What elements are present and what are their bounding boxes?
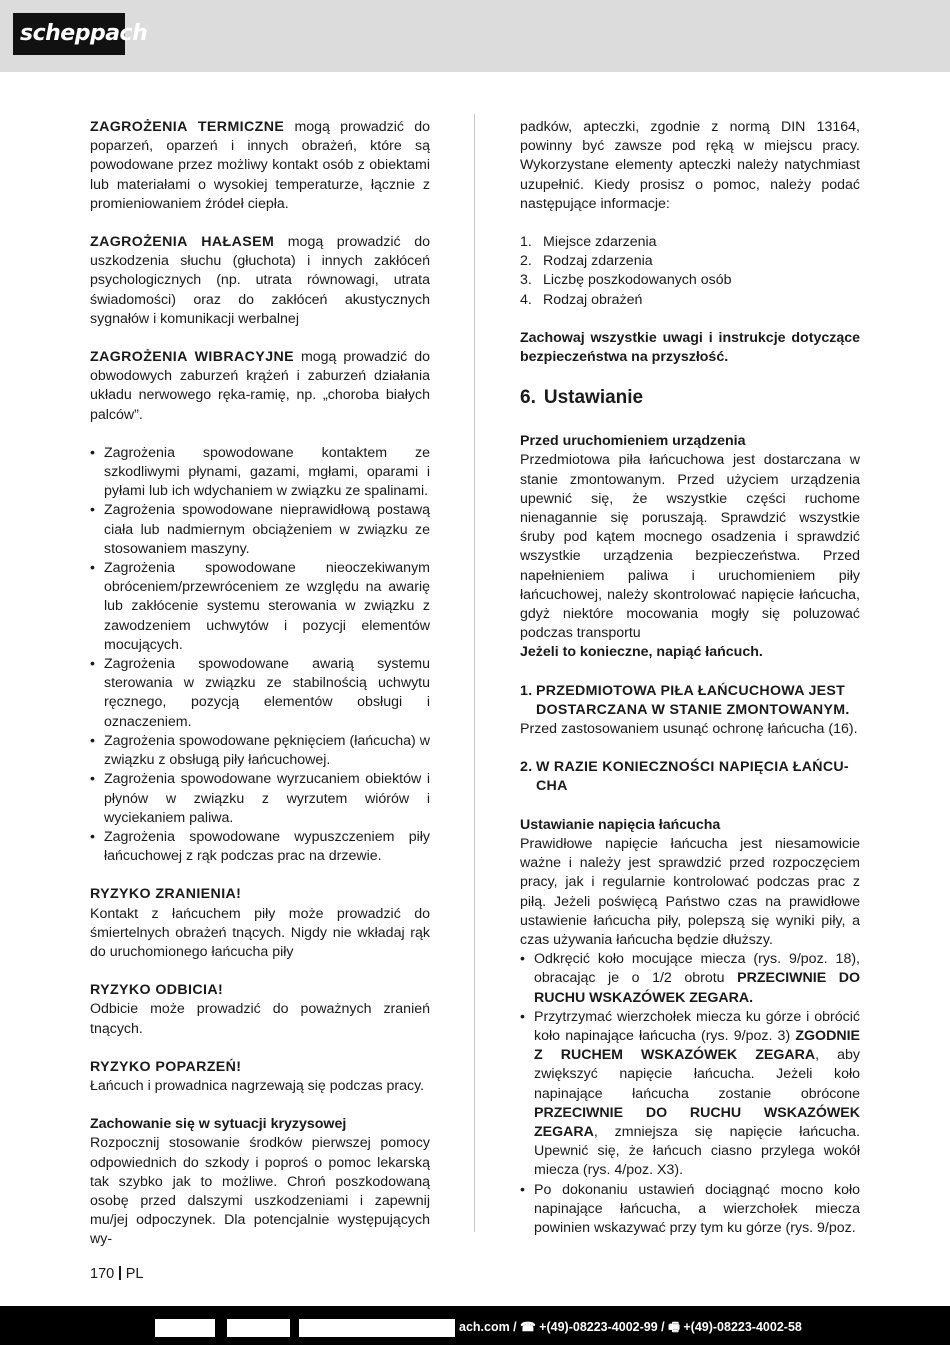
adjust-block (520, 816, 860, 1238)
right-column (520, 118, 860, 1257)
thermal-text: mogą prowadzić do poparzeń, oparzeń i innych obrażeń, które są powodowane przez możliwy kontakt osób z obiektami lub materiałami o wysokiej temperaturze, łącznie z promieniowaniem źródeł ciepła. (90, 119, 431, 212)
step-2 (520, 758, 860, 796)
list-item: 2. Rodzaj zdarzenia (520, 253, 653, 270)
injury-block (90, 885, 430, 962)
burn-block (90, 1058, 430, 1096)
kickback-block (90, 981, 430, 1039)
adjust-steps (520, 950, 860, 1238)
list-item: • Zagrożenia spowodowane pęknięciem (łańcucha) w związku z obsługą piły łańcuchowej. (90, 732, 430, 770)
page-number: 170 PL (90, 1266, 144, 1282)
step-1 (520, 682, 860, 740)
thermal-paragraph (90, 118, 430, 214)
hazard-list (90, 444, 430, 866)
list-item: 1. Miejsce zdarzenia (520, 234, 657, 251)
list-item: • Zagrożenia spowodowane nieoczekiwanym obróceniem/przewróceniem ze względu na awarię lub zakłócenie systemu sterowania w związku z zawodzeniem uchwytów i pozycji elementów mocujących. (90, 559, 430, 655)
separator (119, 1266, 121, 1280)
obscured-contact (155, 1319, 455, 1337)
tension-note: Jeżeli to konieczne, napiąć łańcuch. (520, 644, 763, 661)
step-1-heading: 1. PRZEDMIOTOWA PIŁA ŁAŃCUCHOWA JEST DOSTARCZANA W STANIE ZMONTOWANYM. (520, 682, 850, 718)
brand-logo: scheppach (13, 13, 125, 55)
vibration-lead: ZAGROŻENIA WIBRACYJNE (90, 349, 294, 366)
footer-contact: ach.com / ☎ +(49)-08223-4002-99 / 🖷 +(49)-08223-4002-58 (155, 1316, 835, 1338)
kickback-text: Odbicie może prowadzić do poważnych zranień tnących. (90, 1001, 430, 1037)
crisis-title: Zachowanie się w sytuacji kryzysowej (90, 1116, 347, 1133)
step-1-text: Przed zastosowaniem usunąć ochronę łańcucha (16). (520, 721, 858, 738)
noise-paragraph (90, 233, 430, 329)
list-item: • Zagrożenia spowodowane nieprawidłową postawą ciała lub nadmiernym obciążeniem w związku ze stosowaniem maszyny. (90, 501, 430, 559)
left-column (90, 118, 430, 1269)
noise-lead: ZAGROŻENIA HAŁASEM (90, 234, 275, 251)
burn-title: RYZYKO POPARZEŃ! (90, 1058, 242, 1075)
crisis-continued: padków, apteczki, zgodnie z normą DIN 13164, powinny być zawsze pod ręką w miejscu pracy. Wykorzystane elementy apteczki należy natychmiast uzupełnić. Kiedy prosisz o pomoc, należy podać następujące informacje: (520, 119, 860, 212)
adjust-text: Prawidłowe napięcie łańcucha jest niesamowicie ważne i należy jest sprawdzić przed rozpoczęciem pracy, jak i regularnie kontrolować podczas prac z piłą. Jeżeli poświęcą Państwo czas na prawidłowe ustawienie łańcucha piły, polepszą się wyniki piły, a czas używania łańcucha będzie dłuższy. (520, 835, 860, 948)
list-item: • Po dokonaniu ustawień dociągnąć mocno koło napinające łańcucha, a wierzchołek miecza powinien wskazywać przy tym ku górze (rys. 9/poz. (520, 1181, 860, 1239)
injury-title: RYZYKO ZRANIENIA! (90, 886, 242, 903)
vibration-paragraph (90, 348, 430, 425)
burn-text: Łańcuch i prowadnica nagrzewają się podczas pracy. (90, 1077, 425, 1094)
list-item: • Zagrożenia spowodowane awarią systemu sterowania w związku ze stabilnością uchwytu ręcznego, pozycją elementów obsługi i oznaczeniem. (90, 655, 430, 732)
list-item: • Przytrzymać wierzchołek miecza ku górze i obrócić koło napinające łańcucha (rys. 9/poz. 3) ZGODNIE Z RUCHEM WSKAZÓWEK ZEGARA, aby zwiększyć napięcie łańcucha. Jeżeli koło napinające łańcucha zostanie obrócone PRZECIWNIE DO RUCHU WSKAZÓWEK ZEGARA, zmniejsza się napięcie łańcucha. Upewnić się, że łańcuch ciasno przylega wokół miecza (rys. 4/poz. X3). (520, 1008, 860, 1181)
section-heading: 6. Ustawianie (520, 387, 644, 409)
before-start-title: Przed uruchomieniem urządzenia (520, 433, 746, 450)
step-2-heading: 2. W RAZIE KONIECZNOŚCI NAPIĘCIA ŁAŃCU- CHA (520, 759, 849, 795)
list-item: • Zagrożenia spowodowane kontaktem ze szkodliwymi płynami, gazami, mgłami, oparami i pyłami lub ich wdychaniem w związku ze spalinami. (90, 444, 430, 502)
list-item: • Zagrożenia spowodowane wyrzucaniem obiektów i płynów w związku z wyrzutem wiórów i wyciekaniem paliwa. (90, 770, 430, 828)
keep-instructions-notice: Zachowaj wszystkie uwagi i instrukcje dotyczące bezpieczeństwa na przyszłość. (520, 329, 860, 366)
crisis-text: Rozpocznij stosowanie środków pierwszej pomocy odpowiednich do szkody i poproś o pomoc lekarską tak szybko jak to możliwe. Chroń poszkodowaną osobę przed dalszymi uszkodzeniami i zapewnij mu/jej odpoczynek. Dla potencjalnie występujących wy- (90, 1135, 430, 1248)
before-start-text: Przedmiotowa piła łańcuchowa jest dostarczana w stanie zmontowanym. Przed użyciem urządzenia upewnić się, że wszystkie części ruchome nienagannie się poruszają. Sprawdzić wszystkie śruby pod kątem mocnego osadzenia i sprawdzić wszystkie urządzenia bezpieczeństwa. Przed napełnieniem paliwa i uruchomieniem piły łańcuchowej, należy skontrolować napięcie łańcucha, gdyż niektóre mocowania mogły się poluzować podczas transportu (520, 452, 860, 642)
noise-text: mogą prowadzić do uszkodzenia słuchu (głuchota) i innych zakłóceń psychologicznych (np. utrata równowagi, utrata świadomości) oraz do zakłóceń akustycznych sygnałów i komunikacji werbalnej (90, 234, 430, 327)
list-item: • Zagrożenia spowodowane wypuszczeniem piły łańcuchowej z rąk podczas prac na drzewie. (90, 828, 430, 866)
injury-text: Kontakt z łańcuchem piły może prowadzić do śmiertelnych obrażeń tnących. Nigdy nie wkładaj rąk do uruchomionego łańcucha piły (90, 905, 430, 960)
thermal-lead: ZAGROŻENIA TERMICZNE (90, 119, 285, 135)
list-item: • Odkręcić koło mocujące miecza (rys. 9/poz. 18), obracając je o 1/2 obrotu PRZECIWNIE DO RUCHU WSKAZÓWEK ZEGARA. (520, 950, 860, 1008)
header-bar (0, 0, 950, 72)
kickback-title: RYZYKO ODBICIA! (90, 982, 224, 999)
crisis-block (90, 1115, 430, 1249)
vibration-text: mogą prowadzić do obwodowych zaburzeń krążeń i zaburzeń działania układu nerwowego ręka-ramię, np. „choroba białych palców”. (90, 349, 430, 423)
info-list (520, 233, 860, 310)
list-item: 4. Rodzaj obrażeń (520, 291, 643, 308)
before-start-block (520, 432, 860, 662)
adjust-title: Ustawianie napięcia łańcucha (520, 816, 721, 833)
list-item: 3. Liczbę poszkodowanych osób (520, 272, 732, 289)
column-divider (474, 114, 475, 1232)
